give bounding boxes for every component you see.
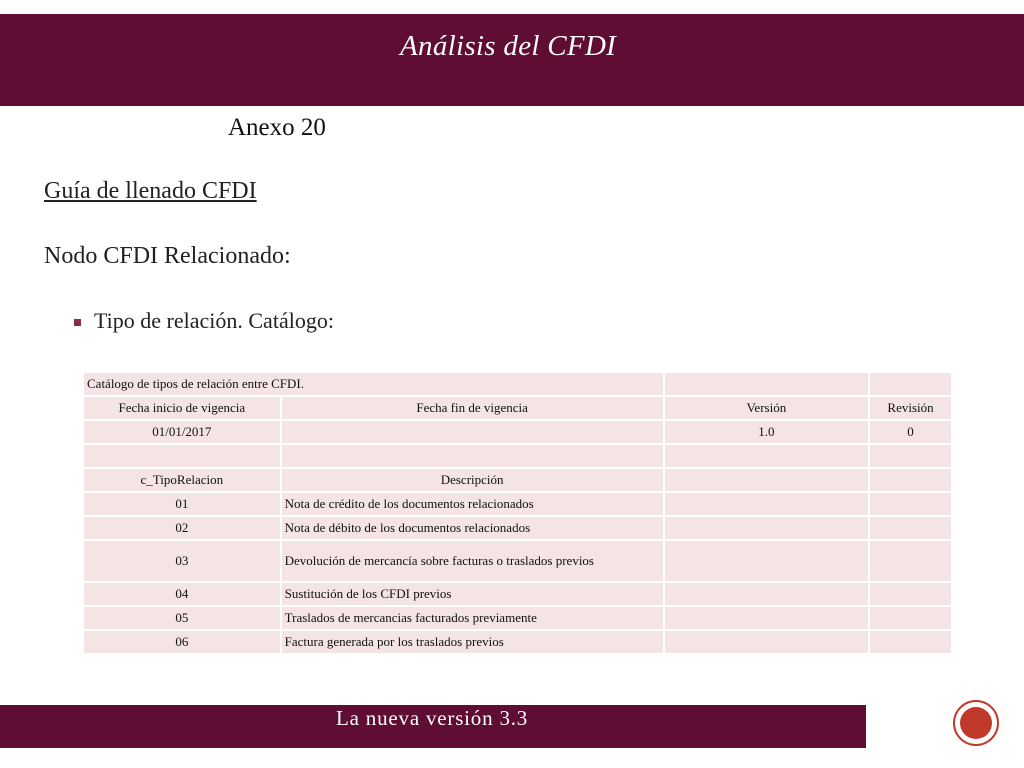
node-heading: Nodo CFDI Relacionado: bbox=[44, 243, 291, 269]
table-cell bbox=[869, 492, 952, 516]
table-row bbox=[83, 516, 952, 540]
table-cell: 1.0 bbox=[664, 420, 869, 444]
table-header-cell: Fecha inicio de vigencia bbox=[83, 396, 281, 420]
table-cell bbox=[664, 516, 869, 540]
table-cell bbox=[664, 582, 869, 606]
guide-heading: Guía de llenado CFDI bbox=[44, 178, 257, 204]
table-cell: 01/01/2017 bbox=[83, 420, 281, 444]
table-row bbox=[83, 582, 952, 606]
table-cell bbox=[281, 420, 664, 444]
table-row bbox=[83, 540, 952, 582]
table-row bbox=[83, 396, 952, 420]
table-cell bbox=[664, 606, 869, 630]
table-cell bbox=[664, 492, 869, 516]
table-header-cell: Fecha fin de vigencia bbox=[281, 396, 664, 420]
table-header-cell: c_TipoRelacion bbox=[83, 468, 281, 492]
annex-heading: Anexo 20 bbox=[228, 114, 326, 141]
table-cell bbox=[869, 468, 952, 492]
table-cell bbox=[869, 582, 952, 606]
description-cell: Nota de crédito de los documentos relacionados bbox=[281, 492, 664, 516]
table-cell bbox=[869, 540, 952, 582]
table-row bbox=[83, 606, 952, 630]
table-cell bbox=[869, 516, 952, 540]
table-row bbox=[83, 468, 952, 492]
table-caption: Catálogo de tipos de relación entre CFDI. bbox=[83, 372, 664, 396]
code-cell: 02 bbox=[83, 516, 281, 540]
table-cell bbox=[869, 606, 952, 630]
circle-logo-icon bbox=[953, 700, 999, 746]
description-cell: Nota de débito de los documentos relacionados bbox=[281, 516, 664, 540]
slide-title: Análisis del CFDI bbox=[400, 30, 617, 62]
code-cell: 04 bbox=[83, 582, 281, 606]
table-cell bbox=[664, 630, 869, 654]
table-header-cell: Descripción bbox=[281, 468, 664, 492]
bullet-item bbox=[74, 308, 334, 334]
bullet-text: Tipo de relación. Catálogo: bbox=[94, 308, 334, 333]
table-row bbox=[83, 630, 952, 654]
description-cell: Factura generada por los traslados previos bbox=[281, 630, 664, 654]
square-bullet-icon bbox=[74, 319, 81, 326]
table-row bbox=[83, 420, 952, 444]
description-cell: Devolución de mercancía sobre facturas o traslados previos bbox=[281, 540, 664, 582]
table-row bbox=[83, 444, 952, 468]
table-cell bbox=[664, 372, 869, 396]
table-cell bbox=[869, 630, 952, 654]
table-cell bbox=[664, 468, 869, 492]
footer-text: La nueva versión 3.3 bbox=[336, 706, 529, 730]
catalog-table bbox=[82, 371, 953, 655]
table-row bbox=[83, 492, 952, 516]
description-cell: Traslados de mercancias facturados previamente bbox=[281, 606, 664, 630]
table-cell bbox=[281, 444, 664, 468]
table-cell: 0 bbox=[869, 420, 952, 444]
code-cell: 03 bbox=[83, 540, 281, 582]
table-row bbox=[83, 372, 952, 396]
table-header-cell: Versión bbox=[664, 396, 869, 420]
table-cell bbox=[83, 444, 281, 468]
code-cell: 01 bbox=[83, 492, 281, 516]
table-cell bbox=[869, 444, 952, 468]
description-cell: Sustitución de los CFDI previos bbox=[281, 582, 664, 606]
table-cell bbox=[869, 372, 952, 396]
table-header-cell: Revisión bbox=[869, 396, 952, 420]
logo-inner-circle bbox=[960, 707, 992, 739]
table-cell bbox=[664, 444, 869, 468]
code-cell: 06 bbox=[83, 630, 281, 654]
code-cell: 05 bbox=[83, 606, 281, 630]
table-cell bbox=[664, 540, 869, 582]
